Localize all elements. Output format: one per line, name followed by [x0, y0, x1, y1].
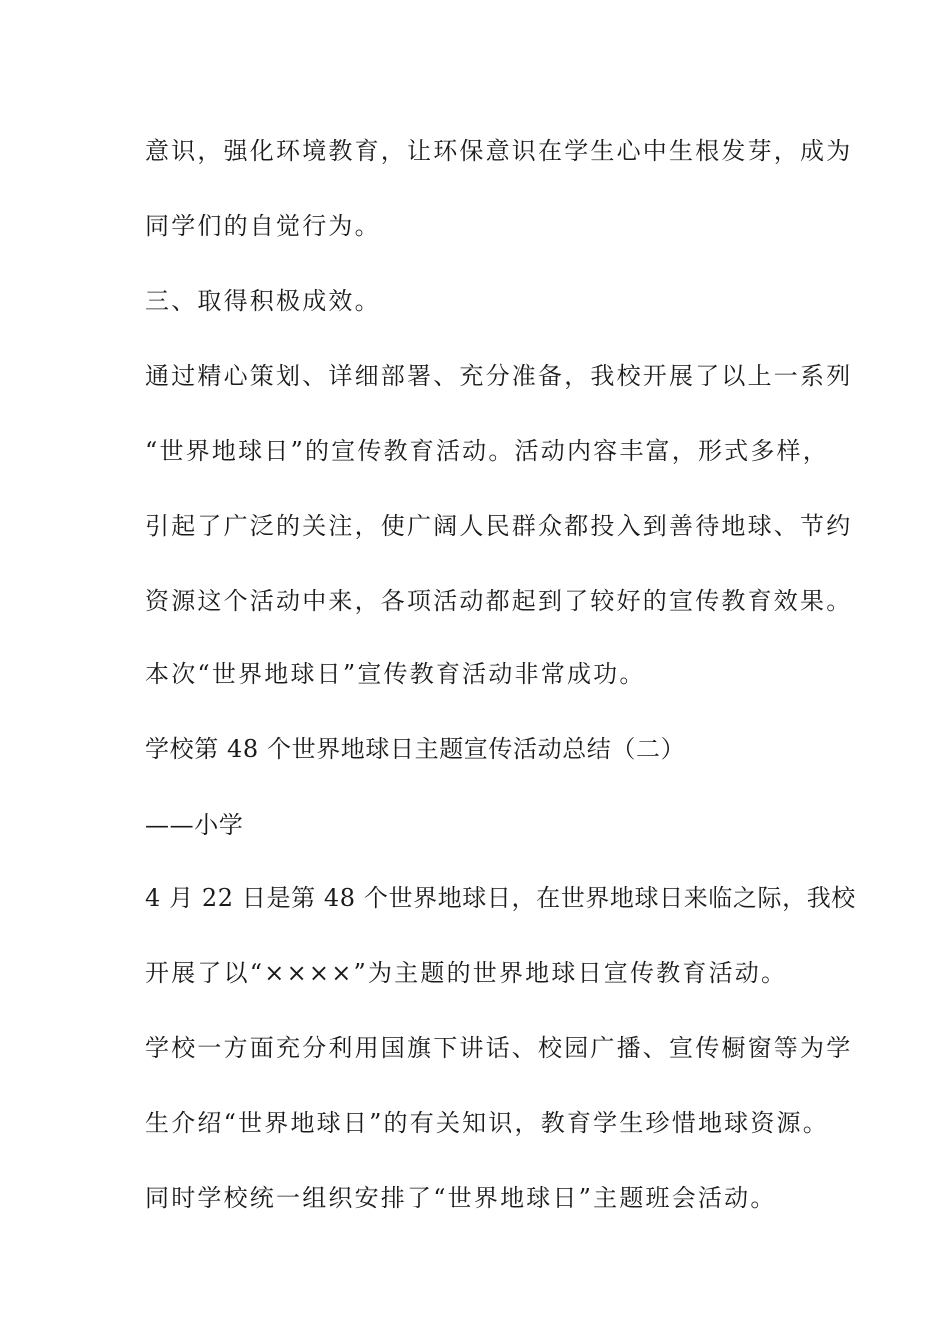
- paragraph-line-6: 引起了广泛的关注，使广阔人民群众都投入到善待地球、节约: [145, 512, 853, 540]
- paragraph-line-5: “世界地球日”的宣传教育活动。活动内容丰富，形式多样，: [145, 437, 829, 465]
- paragraph-line-12: 开展了以“××××”为主题的世界地球日宣传教育活动。: [145, 959, 788, 987]
- paragraph-line-8: 本次“世界地球日”宣传教育活动非常成功。: [145, 660, 646, 688]
- paragraph-line-1: 意识，强化环境教育，让环保意识在学生心中生根发芽，成为: [145, 137, 853, 165]
- paragraph-line-11: 4 月 22 日是第 48 个世界地球日，在世界地球日来临之际，我校: [145, 884, 856, 912]
- paragraph-line-13: 学校一方面充分利用国旗下讲话、校园广播、宣传橱窗等为学: [145, 1034, 853, 1062]
- document-title: 学校第 48 个世界地球日主题宣传活动总结（二）: [145, 735, 686, 763]
- section-heading-3: 三、取得积极成效。: [145, 287, 381, 315]
- paragraph-line-2: 同学们的自觉行为。: [145, 212, 381, 240]
- document-subtitle: ——小学: [145, 811, 244, 839]
- paragraph-line-4: 通过精心策划、详细部署、充分准备，我校开展了以上一系列: [145, 362, 853, 390]
- paragraph-line-7: 资源这个活动中来，各项活动都起到了较好的宣传教育效果。: [145, 587, 853, 615]
- paragraph-line-15: 同时学校统一组织安排了“世界地球日”主题班会活动。: [145, 1184, 777, 1212]
- paragraph-line-14: 生介绍“世界地球日”的有关知识，教育学生珍惜地球资源。: [145, 1109, 829, 1137]
